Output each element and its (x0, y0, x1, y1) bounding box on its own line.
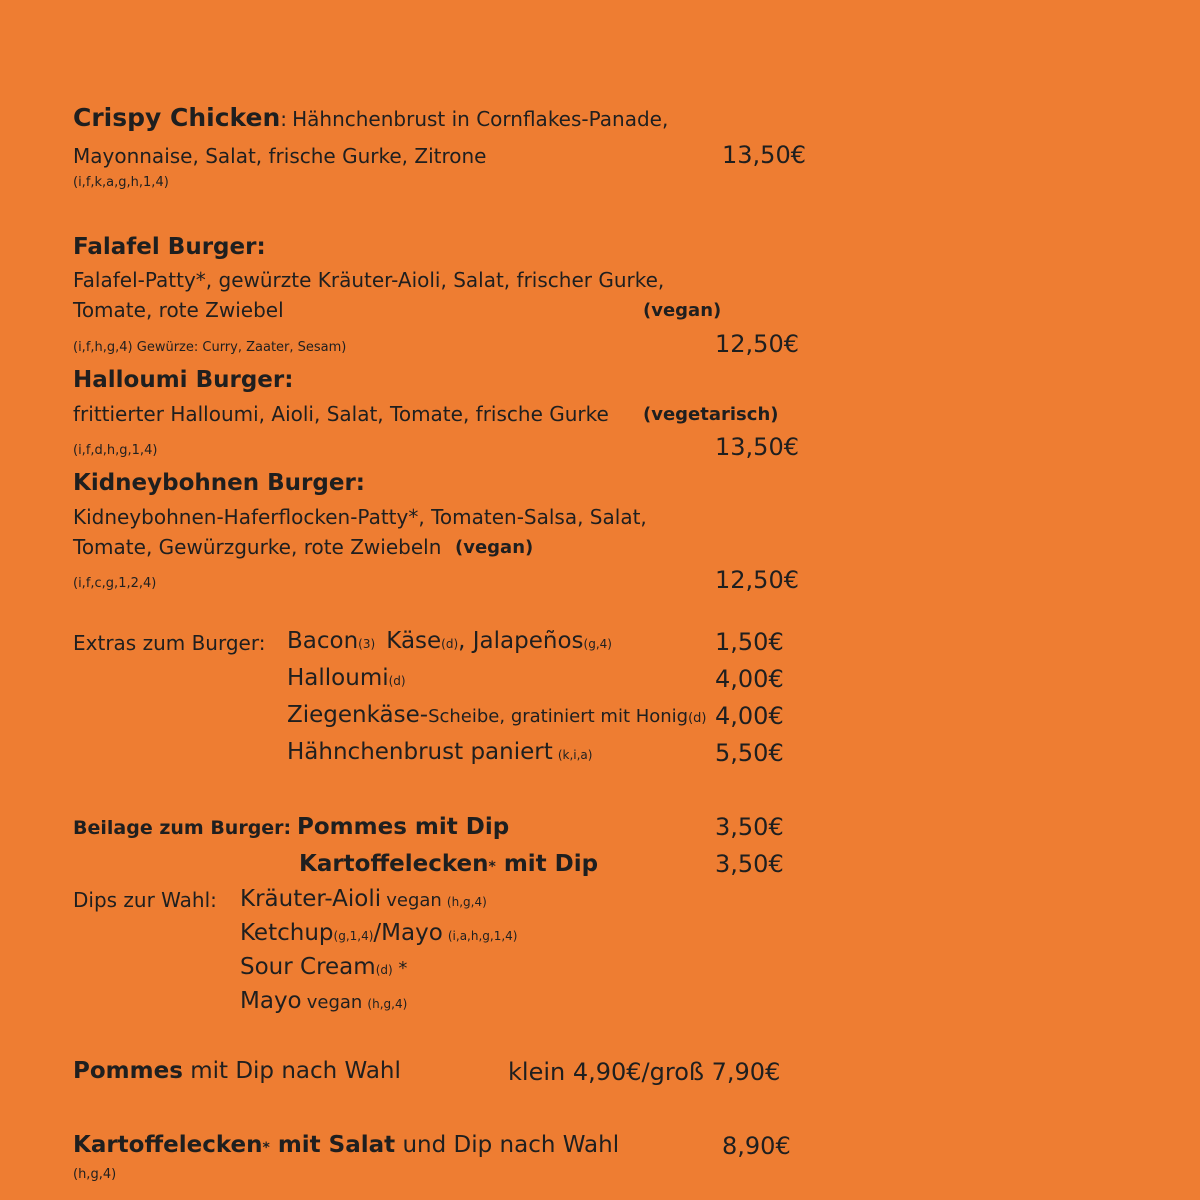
kidney-burger-desc1: Kidneybohnen-Haferflocken-Patty*, Tomaten-Salsa, Salat, (73, 505, 647, 529)
extras-row-2-price: 4,00€ (715, 665, 784, 693)
falafel-burger-allergens: (i,f,h,g,4) Gewürze: Curry, Zaater, Sesam) (73, 340, 347, 355)
dip-mayo-vegan-name: Mayo (240, 988, 302, 1014)
crispy-chicken-allergens: (i,f,k,a,g,h,1,4) (73, 175, 169, 190)
extra-halloumi: Halloumi (287, 665, 389, 691)
extra-jalapenos-allergens: (g,4) (583, 637, 612, 651)
extras-row-4-price: 5,50€ (715, 739, 784, 767)
beilage-pommes-price: 3,50€ (715, 813, 784, 841)
extra-halloumi-allergens: (d) (388, 674, 406, 688)
dip-mayo-allergens: (i,a,h,g,1,4) (447, 929, 518, 943)
beilage-kartoffelecken (299, 853, 598, 876)
extras-row-4 (287, 741, 592, 764)
extras-label: Extras zum Burger: (73, 631, 266, 655)
dip-sour-cream-allergens: (d) (375, 963, 393, 977)
extra-ziegenkaese: Ziegenkäse- (287, 702, 429, 728)
dip-kraeuter-aioli-allergens: (h,g,4) (446, 895, 487, 909)
crispy-chicken-sep: : (280, 107, 288, 131)
crispy-chicken-price: 13,50€ (722, 141, 806, 169)
extras-row-3 (287, 704, 707, 727)
dip-mayo-vegan (240, 990, 407, 1013)
beilage-pommes: Pommes mit Dip (297, 814, 510, 840)
kartoffelecken-allergens: (h,g,4) (73, 1167, 117, 1182)
kartoffelecken-price: 8,90€ (722, 1132, 791, 1160)
kartoffelecken-name: Kartoffelecken (73, 1132, 263, 1158)
dip-sour-cream-name: Sour Cream (240, 954, 376, 980)
beilage-kartoffelecken-rest: mit Dip (495, 851, 599, 877)
extra-jalapenos: , Jalapeños (458, 628, 584, 654)
beilage-kartoffelecken-name: Kartoffelecken (299, 851, 489, 877)
extra-bacon: Bacon (287, 628, 359, 654)
crispy-chicken-name: Crispy Chicken (73, 103, 281, 132)
halloumi-burger-vegetarian-tag: (vegetarisch) (643, 404, 779, 425)
beilage-kartoffelecken-star: * (488, 859, 496, 875)
halloumi-burger-price: 13,50€ (715, 433, 799, 461)
kidney-burger-name: Kidneybohnen Burger: (73, 470, 365, 496)
dip-mayo-vegan-allergens: (h,g,4) (367, 997, 408, 1011)
extras-row-1-price: 1,50€ (715, 628, 784, 656)
kartoffelecken-salat: mit Salat (269, 1132, 396, 1158)
dip-sour-cream-star: * (392, 958, 408, 979)
dip-mayo-vegan-tag: vegan (306, 992, 363, 1013)
dip-kraeuter-aioli-name: Kräuter-Aioli (240, 886, 382, 912)
pommes-name: Pommes (73, 1058, 183, 1084)
halloumi-burger-desc: frittierter Halloumi, Aioli, Salat, Tomate, frische Gurke (73, 402, 609, 426)
kidney-burger-desc2: Tomate, Gewürzgurke, rote Zwiebeln (73, 535, 442, 559)
extra-ziegenkaese-allergens: (d) (688, 711, 707, 726)
falafel-burger-name: Falafel Burger: (73, 234, 266, 260)
halloumi-burger-allergens: (i,f,d,h,g,1,4) (73, 443, 158, 458)
extras-row-1 (287, 630, 612, 653)
beilage-kartoffelecken-price: 3,50€ (715, 850, 784, 878)
falafel-burger-vegan-tag: (vegan) (643, 300, 722, 321)
falafel-burger-price: 12,50€ (715, 330, 799, 358)
dips-label: Dips zur Wahl: (73, 888, 217, 912)
crispy-chicken-desc2: Mayonnaise, Salat, frische Gurke, Zitrone (73, 144, 487, 168)
falafel-burger-desc2: Tomate, rote Zwiebel (73, 298, 284, 322)
extras-row-3-price: 4,00€ (715, 702, 784, 730)
extra-kaese-allergens: (d) (441, 637, 459, 651)
kidney-burger-vegan-tag: (vegan) (455, 537, 534, 558)
extra-bacon-allergens: (3) (358, 637, 376, 651)
dip-ketchup-mayo (240, 922, 518, 945)
falafel-burger-desc1: Falafel-Patty*, gewürzte Kräuter-Aioli, Salat, frischer Gurke, (73, 268, 665, 292)
pommes-line (73, 1060, 401, 1083)
dip-sour-cream (240, 956, 407, 979)
kidney-burger-price: 12,50€ (715, 566, 799, 594)
extra-kaese: Käse (386, 628, 442, 654)
extra-haehnchenbrust: Hähnchenbrust paniert (287, 739, 553, 765)
kartoffelecken-star: * (262, 1140, 270, 1156)
extras-row-2 (287, 667, 406, 690)
kartoffelecken-line (73, 1134, 619, 1157)
dip-mayo: /Mayo (373, 920, 443, 946)
pommes-price: klein 4,90€/groß 7,90€ (508, 1058, 781, 1086)
crispy-chicken-title (73, 105, 668, 130)
kidney-burger-allergens: (i,f,c,g,1,2,4) (73, 576, 157, 591)
dip-ketchup-allergens: (g,1,4) (333, 929, 374, 943)
dip-kraeuter-aioli-vegan: vegan (386, 890, 442, 911)
extra-haehnchenbrust-allergens: (k,i,a) (557, 748, 593, 762)
pommes-rest: mit Dip nach Wahl (182, 1058, 401, 1084)
beilage-label: Beilage zum Burger: (73, 817, 292, 839)
kartoffelecken-rest: und Dip nach Wahl (395, 1132, 620, 1158)
crispy-chicken-desc1: Hähnchenbrust in Cornflakes-Panade, (292, 107, 669, 131)
halloumi-burger-name: Halloumi Burger: (73, 367, 294, 393)
dip-ketchup: Ketchup (240, 920, 334, 946)
dip-kraeuter-aioli (240, 888, 487, 911)
extra-ziegenkaese-detail: Scheibe, gratiniert mit Honig (428, 706, 689, 727)
